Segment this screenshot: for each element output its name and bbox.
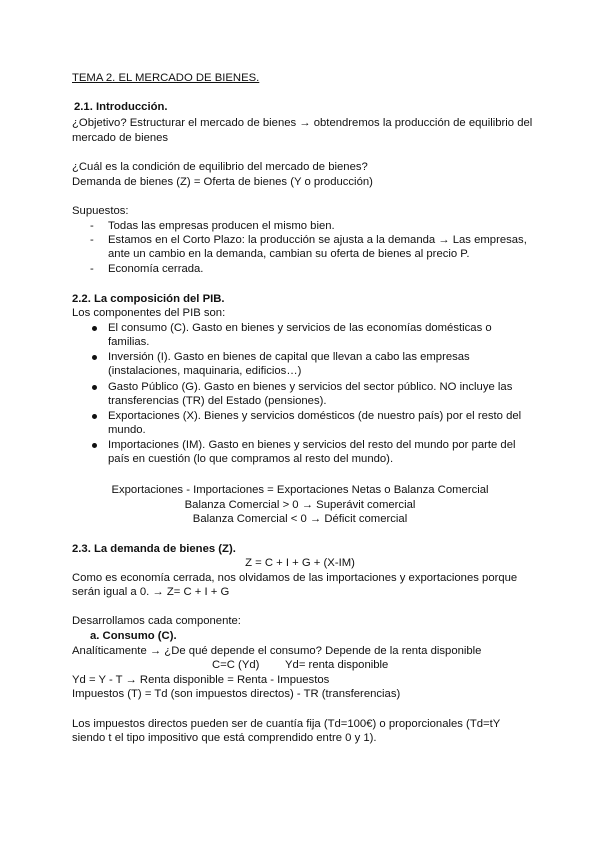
dash-bullet: - [90,220,94,232]
paragraph-line: serán igual a 0. → Z= C + I + G [72,586,230,598]
paragraph-line: Desarrollamos cada componente: [72,615,241,627]
list-item-continuation: país en cuestión (lo que compramos al resto del mundo). [108,453,394,465]
equation: Z = C + I + G + (X-IM) [245,557,355,569]
paragraph-line: ¿Objetivo? Estructurar el mercado de bienes → obtendremos la producción de equilibrio del [72,117,533,129]
list-item: Estamos en el Corto Plazo: la producción se ajusta a la demanda → Las empresas, [108,234,527,246]
yd-definition: Yd= renta disponible [285,659,389,671]
bullet-icon [92,414,97,419]
list-item: Inversión (I). Gasto en bienes de capital que llevan a cabo las empresas [108,351,470,363]
section-heading-composicion: 2.2. La composición del PIB. [72,293,225,305]
paragraph-line: Impuestos (T) = Td (son impuestos directos) - TR (transferencias) [72,688,401,700]
bullet-icon [92,385,97,390]
paragraph-line: Demanda de bienes (Z) = Oferta de bienes (Y o producción) [72,176,373,188]
paragraph-line: Analíticamente → ¿De qué depende el consumo? Depende de la renta disponible [72,645,482,657]
list-item: Economía cerrada. [108,263,204,275]
list-item-continuation: mundo. [108,424,146,436]
dash-bullet: - [90,263,94,275]
paragraph-line: mercado de bienes [72,132,169,144]
formula-line: Balanza Comercial > 0 → Superávit comercial [184,499,416,511]
section-heading-demanda: 2.3. La demanda de bienes (Z). [72,543,236,555]
paragraph-line: Como es economía cerrada, nos olvidamos de las importaciones y exportaciones porque [72,572,518,584]
consumption-function: C=C (Yd) [212,659,260,671]
list-item: Exportaciones (X). Bienes y servicios domésticos (de nuestro país) por el resto del [108,410,522,422]
bullet-icon [92,326,97,331]
list-item-continuation: transferencias (TR) del Estado (pensiones). [108,395,327,407]
formula-line: Balanza Comercial < 0 → Déficit comercial [192,513,408,525]
bullet-icon [92,355,97,360]
paragraph-line: Los componentes del PIB son: [72,307,226,319]
dash-bullet: - [90,234,94,246]
list-item-continuation: familias. [108,336,150,348]
section-heading-introduccion: 2.1. Introducción. [74,101,168,113]
list-item: El consumo (C). Gasto en bienes y servicios de las economías domésticas o [108,322,492,334]
list-item: Gasto Público (G). Gasto en bienes y servicios del sector público. NO incluye las [108,381,513,393]
list-item-continuation: ante un cambio en la demanda, cambian su oferta de bienes al precio P. [108,248,470,260]
list-item: Todas las empresas producen el mismo bien. [108,220,335,232]
bullet-icon [92,443,97,448]
list-item-continuation: (instalaciones, maquinaria, edificios…) [108,365,302,377]
formula-line: Exportaciones - Importaciones = Exportaciones Netas o Balanza Comercial [111,484,489,496]
subsection-heading-consumo: a. Consumo (C). [90,630,177,642]
paragraph-line: Yd = Y - T → Renta disponible = Renta - Impuestos [72,674,330,686]
page-title: TEMA 2. EL MERCADO DE BIENES. [72,72,260,84]
paragraph-line: siendo t el tipo impositivo que está comprendido entre 0 y 1). [72,732,377,744]
paragraph-line: ¿Cuál es la condición de equilibrio del mercado de bienes? [72,161,368,173]
supuestos-label: Supuestos: [72,205,129,217]
paragraph-line: Los impuestos directos pueden ser de cuantía fija (Td=100€) o proporcionales (Td=tY [72,718,501,730]
list-item: Importaciones (IM). Gasto en bienes y servicios del resto del mundo por parte del [108,439,516,451]
